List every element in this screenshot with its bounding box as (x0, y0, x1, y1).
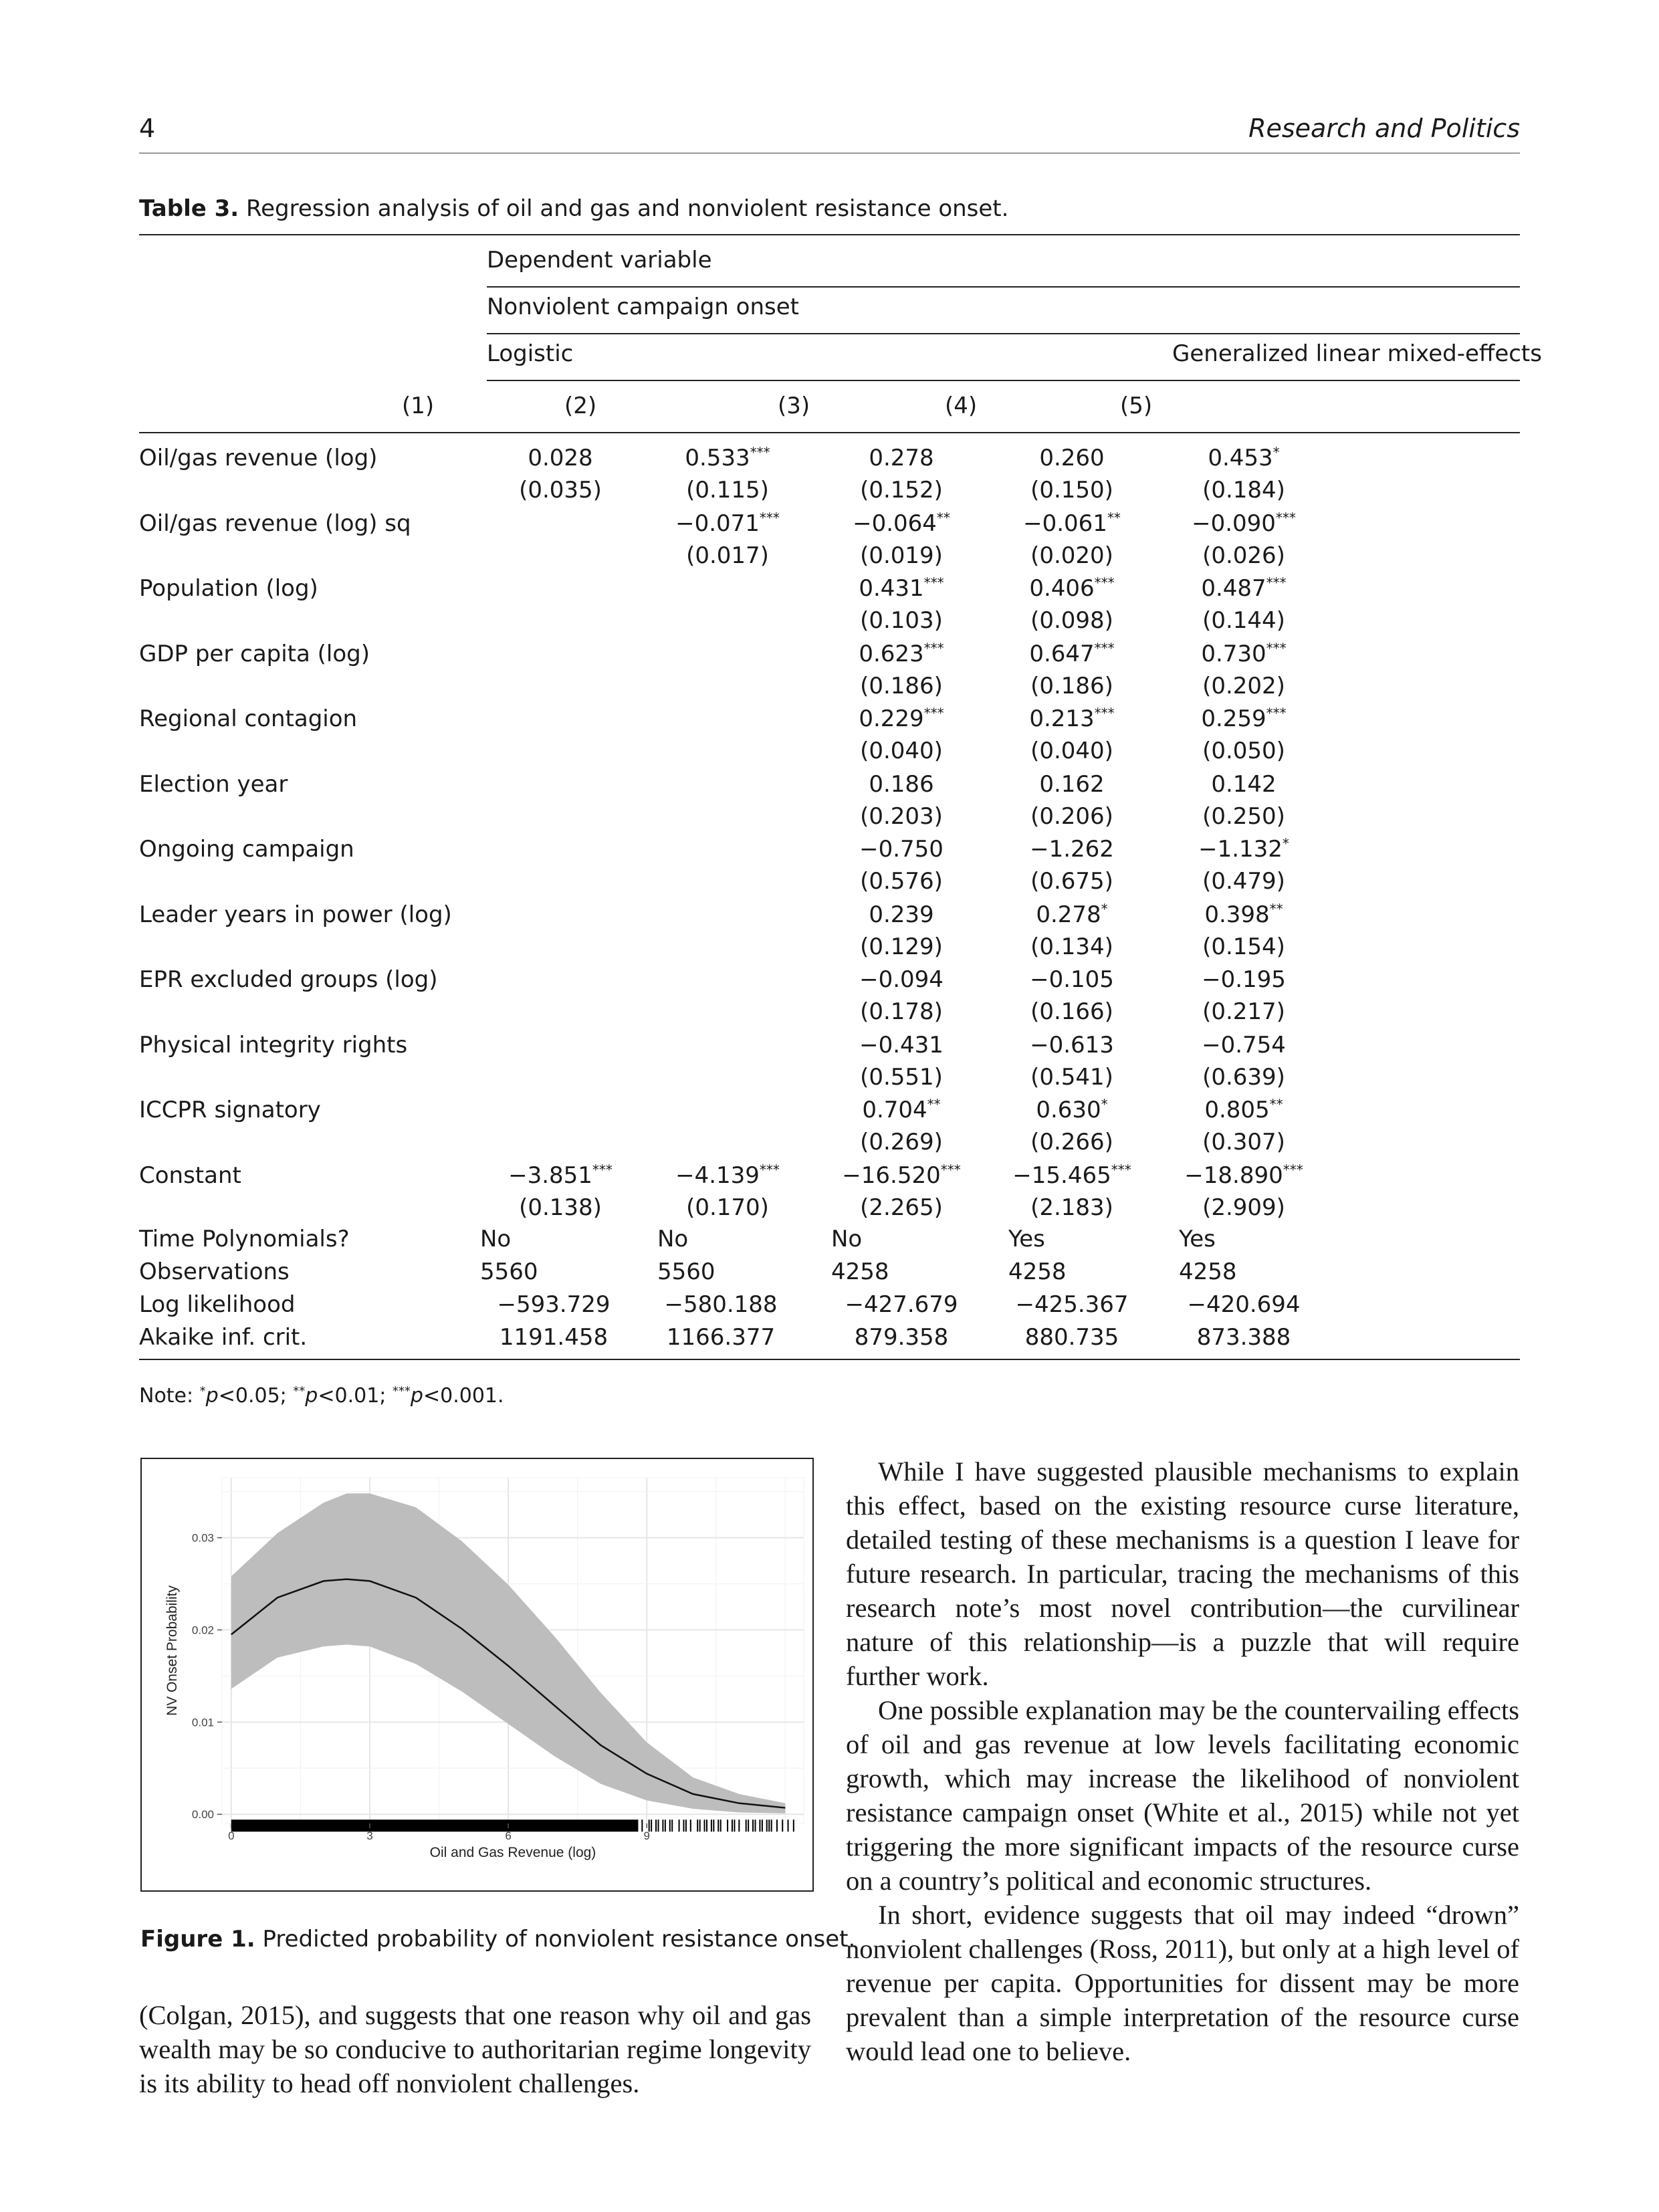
coefficient (814, 1031, 988, 1059)
value: (0.035) (519, 477, 602, 504)
value: (0.138) (519, 1194, 602, 1221)
stat-value (814, 1326, 988, 1349)
table-label: Table 3. (139, 195, 239, 222)
row-label: Ongoing campaign (139, 836, 354, 863)
value: −0.105 (1030, 966, 1114, 993)
significance-stars: *** (940, 1162, 961, 1178)
coefficient (1157, 574, 1331, 602)
y-tick-label: 0.01 (191, 1716, 214, 1729)
significance-stars: *** (923, 574, 944, 591)
y-tick-label: 0.02 (191, 1624, 214, 1637)
coefficient (1157, 968, 1331, 991)
row-label: Leader years in power (log) (139, 901, 452, 928)
value: (0.019) (860, 542, 943, 569)
standard-error (814, 1063, 988, 1091)
value: (0.250) (1202, 802, 1285, 830)
coefficient (1157, 444, 1331, 471)
coefficient (473, 1164, 647, 1187)
value: −1.132 (1198, 836, 1283, 863)
dependent-variable-label: Dependent variable (487, 247, 712, 273)
header-rule (139, 152, 1520, 154)
table-rule (487, 286, 1520, 288)
value: (0.098) (1030, 607, 1113, 634)
stat-value: No (831, 1226, 863, 1252)
stat-value: No (480, 1226, 512, 1252)
value: −0.090 (1192, 510, 1276, 537)
standard-error (985, 1196, 1159, 1219)
coefficient (814, 770, 988, 798)
stat-value: 4258 (831, 1258, 889, 1285)
standard-error (1157, 870, 1331, 893)
value: 0.431 (859, 575, 924, 602)
dependent-variable-name: Nonviolent campaign onset (487, 294, 799, 320)
row-label: GDP per capita (log) (139, 640, 370, 667)
standard-error (641, 479, 814, 502)
standard-error (985, 870, 1159, 893)
coefficient (641, 1164, 814, 1187)
figure-label: Figure 1. (140, 1926, 255, 1953)
column-header: (2) (564, 393, 597, 419)
coefficient (985, 1164, 1159, 1187)
value: −0.754 (1202, 1031, 1286, 1059)
significance-stars: *** (1266, 705, 1287, 722)
row-label: Oil/gas revenue (log) sq (139, 510, 411, 537)
note-text: p<0.05; (205, 1384, 294, 1408)
y-tick-label: 0.03 (191, 1531, 214, 1545)
table-caption (139, 195, 1008, 222)
value: 879.358 (854, 1324, 949, 1351)
stat-label: Akaike inf. crit. (139, 1324, 308, 1351)
stat-value: 4258 (1179, 1258, 1237, 1285)
value: −0.195 (1202, 966, 1286, 993)
standard-error (814, 672, 988, 699)
row-label: Election year (139, 770, 288, 798)
stat-value: 5560 (657, 1258, 715, 1285)
coefficient (814, 838, 988, 861)
value: 0.406 (1029, 575, 1095, 602)
coefficient (985, 903, 1159, 926)
value: (0.103) (860, 607, 943, 634)
note-text: p<0.001. (410, 1384, 504, 1408)
value: 0.278 (869, 445, 934, 471)
stat-value (1157, 1326, 1331, 1349)
value: 0.730 (1201, 640, 1266, 667)
body-paragraph: One possible explanation may be the countervailing effects of oil and gas revenue at low levels facilitating economic growth, which may increase the likelihood of nonviolent resistance campaign onset (White et al., 2015) while not yet triggering the more significant impacts of the resource curse on a country’s political and economic structures. (846, 1695, 1519, 1896)
coefficient (985, 1096, 1159, 1123)
value: 0.487 (1201, 575, 1266, 602)
value: −16.520 (842, 1162, 941, 1189)
standard-error (985, 479, 1159, 502)
coefficient (814, 640, 988, 667)
stat-value (467, 1293, 641, 1316)
value: (0.184) (1202, 477, 1285, 504)
coefficient (641, 512, 814, 535)
table-note (139, 1384, 504, 1408)
standard-error (814, 1000, 988, 1023)
stat-value: No (657, 1226, 689, 1252)
row-label: EPR excluded groups (log) (139, 966, 438, 993)
figure-caption (140, 1926, 855, 1953)
standard-error (985, 672, 1159, 699)
value: (0.551) (860, 1063, 943, 1091)
standard-error (1157, 740, 1331, 762)
stat-value (985, 1326, 1159, 1349)
table-header-rule (139, 432, 1520, 433)
significance-stars: *** (1094, 574, 1115, 591)
stat-value: Yes (1008, 1226, 1045, 1252)
significance-stars: *** (1266, 574, 1287, 591)
standard-error (814, 479, 988, 502)
significance-stars: *** (392, 1384, 411, 1398)
coefficient (814, 968, 988, 991)
significance-stars: * (1273, 444, 1280, 461)
standard-error (473, 1196, 647, 1219)
significance-stars: ** (293, 1384, 306, 1398)
value: −0.750 (859, 836, 944, 863)
value: 0.260 (1039, 445, 1105, 471)
page-number: 4 (139, 114, 156, 143)
significance-stars: *** (1283, 1162, 1303, 1178)
value: (0.144) (1202, 607, 1285, 634)
value: (2.183) (1030, 1194, 1113, 1221)
value: −1.262 (1030, 836, 1114, 863)
value: 1166.377 (666, 1324, 776, 1351)
value: 880.735 (1024, 1324, 1119, 1351)
coefficient (1157, 1031, 1331, 1059)
value: 0.259 (1201, 705, 1266, 732)
rug-marks (231, 1819, 638, 1832)
standard-error (985, 802, 1159, 830)
value: −593.729 (497, 1291, 611, 1318)
value: 0.028 (528, 445, 593, 471)
row-label: Oil/gas revenue (log) (139, 445, 378, 471)
stat-label: Observations (139, 1258, 290, 1285)
stat-value (634, 1326, 808, 1349)
value: 0.162 (1039, 770, 1105, 798)
value: 0.229 (859, 705, 924, 732)
column-header: (1) (402, 393, 435, 419)
standard-error (1157, 802, 1331, 830)
coefficient (985, 640, 1159, 667)
value: (0.040) (1030, 738, 1113, 764)
value: 0.533 (685, 445, 750, 471)
stat-value (634, 1293, 808, 1316)
value: −427.679 (845, 1291, 958, 1318)
value: (0.134) (1030, 933, 1113, 960)
coefficient (1157, 770, 1331, 798)
value: (0.206) (1030, 802, 1113, 830)
standard-error (814, 802, 988, 830)
value: 1191.458 (499, 1324, 609, 1351)
standard-error (1157, 544, 1331, 567)
coefficient (985, 707, 1159, 730)
value: (0.266) (1030, 1129, 1113, 1155)
value: −0.613 (1030, 1031, 1114, 1059)
significance-stars: *** (750, 444, 770, 461)
y-axis-label: NV Onset Probability (164, 1585, 180, 1716)
value: (0.202) (1202, 672, 1285, 699)
coefficient (814, 1096, 988, 1123)
significance-stars: *** (923, 640, 944, 657)
standard-error (641, 544, 814, 567)
value: (0.166) (1030, 998, 1113, 1025)
coefficient (814, 574, 988, 602)
standard-error (1157, 672, 1331, 699)
x-axis-label: Oil and Gas Revenue (log) (429, 1845, 596, 1860)
body-paragraph: (Colgan, 2015), and suggests that one reason why oil and gas wealth may be so conducive to authoritarian regime longevity is its ability to head off nonviolent challenges. (139, 2000, 811, 2098)
standard-error (1157, 1000, 1331, 1023)
table-rule (1172, 380, 1520, 381)
significance-stars: ** (936, 510, 950, 526)
stat-value: Yes (1179, 1226, 1216, 1252)
value: 0.278 (1036, 901, 1101, 928)
predicted-probability-chart (142, 1459, 812, 1890)
standard-error (1157, 1196, 1331, 1219)
value: (0.170) (686, 1194, 769, 1221)
table-top-rule (139, 234, 1520, 235)
standard-error (1157, 935, 1331, 958)
table-caption-text: Regression analysis of oil and gas and nonviolent resistance onset. (246, 195, 1009, 222)
coefficient (1157, 903, 1331, 926)
value: (0.129) (860, 933, 943, 960)
standard-error (985, 1131, 1159, 1153)
standard-error (641, 1196, 814, 1219)
column-header: (5) (1120, 393, 1153, 419)
row-label: Population (log) (139, 575, 318, 602)
value: 0.647 (1029, 640, 1095, 667)
right-column-text (846, 1454, 1519, 2068)
value: 0.398 (1204, 901, 1270, 928)
table-rule (487, 333, 1520, 334)
standard-error (985, 544, 1159, 567)
stat-value: 5560 (480, 1258, 538, 1285)
standard-error (814, 544, 988, 567)
model-glmm-label: Generalized linear mixed-effects (1172, 340, 1542, 367)
y-tick-label: 0.00 (191, 1808, 214, 1821)
value: (2.265) (860, 1194, 943, 1221)
value: −0.431 (859, 1031, 944, 1059)
value: (0.576) (860, 868, 943, 895)
table-bottom-rule (139, 1359, 1520, 1360)
model-logistic-label: Logistic (487, 340, 574, 367)
standard-error (814, 870, 988, 893)
value: 873.388 (1196, 1324, 1291, 1351)
coefficient (641, 444, 814, 471)
x-tick-label: 3 (366, 1830, 373, 1842)
value: (0.186) (860, 672, 943, 699)
standard-error (1157, 479, 1331, 502)
row-label: Regional contagion (139, 705, 358, 732)
coefficient (985, 838, 1159, 861)
coefficient (1157, 1164, 1331, 1187)
value: 0.704 (862, 1097, 927, 1123)
stat-value (1157, 1293, 1331, 1316)
value: −0.064 (853, 510, 937, 537)
body-paragraph: While I have suggested plausible mechanisms to explain this effect, based on the existing resource curse literature, detailed testing of these mechanisms is a question I leave for future research. In particular, tracing the mechanisms of this research note’s most novel contribution—the curvilinear nature of this relationship—is a puzzle that will require further work. (846, 1456, 1519, 1691)
coefficient (1157, 707, 1331, 730)
column-header: (4) (945, 393, 978, 419)
column-header: (3) (778, 393, 810, 419)
coefficient (1157, 1096, 1331, 1123)
value: (0.040) (860, 738, 943, 764)
coefficient (814, 512, 988, 535)
standard-error (814, 1131, 988, 1153)
coefficient (985, 447, 1159, 469)
value: 0.142 (1211, 770, 1277, 798)
value: −15.465 (1012, 1162, 1111, 1189)
significance-stars: *** (759, 510, 780, 526)
value: (0.154) (1202, 933, 1285, 960)
stat-value (985, 1293, 1159, 1316)
coefficient (985, 770, 1159, 798)
stat-label: Log likelihood (139, 1291, 296, 1318)
standard-error (814, 609, 988, 632)
note-prefix: Note: (139, 1384, 200, 1408)
stat-value (814, 1293, 988, 1316)
value: −0.061 (1023, 510, 1107, 537)
stat-value (467, 1326, 641, 1349)
standard-error (985, 1063, 1159, 1091)
value: −18.890 (1184, 1162, 1283, 1189)
significance-stars: ** (1107, 510, 1121, 526)
significance-stars: *** (592, 1162, 613, 1178)
value: (0.152) (860, 477, 943, 504)
standard-error (1157, 609, 1331, 632)
row-label: Physical integrity rights (139, 1031, 408, 1059)
standard-error (985, 935, 1159, 958)
value: −0.094 (859, 966, 944, 993)
significance-stars: * (1101, 901, 1108, 917)
significance-stars: *** (1094, 640, 1115, 657)
value: (0.020) (1030, 542, 1113, 569)
significance-stars: *** (1111, 1162, 1131, 1178)
coefficient (985, 1031, 1159, 1059)
coefficient (985, 574, 1159, 602)
value: (0.050) (1202, 738, 1285, 764)
coefficient (1157, 512, 1331, 535)
significance-stars: ** (1269, 901, 1283, 917)
standard-error (814, 740, 988, 762)
value: (0.541) (1030, 1063, 1113, 1091)
value: 0.805 (1204, 1097, 1270, 1123)
value: (0.269) (860, 1129, 943, 1155)
value: (0.017) (686, 542, 769, 569)
value: (0.307) (1202, 1129, 1285, 1155)
value: −420.694 (1187, 1291, 1301, 1318)
significance-stars: *** (1094, 705, 1115, 722)
coefficient (473, 447, 647, 469)
value: (0.115) (686, 477, 769, 504)
significance-stars: *** (1275, 510, 1296, 526)
coefficient (814, 903, 988, 926)
significance-stars: * (199, 1384, 206, 1398)
coefficient (1157, 640, 1331, 667)
value: 0.453 (1208, 445, 1273, 471)
stat-label: Time Polynomials? (139, 1226, 350, 1252)
row-label: ICCPR signatory (139, 1097, 321, 1123)
value: 0.623 (859, 640, 924, 667)
stat-value: 4258 (1008, 1258, 1067, 1285)
value: 0.239 (869, 901, 934, 928)
left-column-text (139, 1998, 811, 2100)
value: 0.213 (1029, 705, 1095, 732)
figure-1 (140, 1458, 814, 1892)
value: −580.188 (664, 1291, 778, 1318)
standard-error (985, 609, 1159, 632)
value: (0.150) (1030, 477, 1113, 504)
coefficient (814, 707, 988, 730)
standard-error (1157, 1131, 1331, 1153)
figure-caption-text: Predicted probability of nonviolent resistance onset. (262, 1926, 856, 1953)
significance-stars: *** (1266, 640, 1287, 657)
x-tick-label: 9 (643, 1830, 650, 1842)
standard-error (814, 935, 988, 958)
running-head: Research and Politics (1248, 114, 1520, 143)
value: (0.217) (1202, 998, 1285, 1025)
coefficient (814, 1164, 988, 1187)
coefficient (985, 512, 1159, 535)
value: (0.026) (1202, 542, 1285, 569)
value: 0.186 (869, 770, 934, 798)
significance-stars: *** (759, 1162, 780, 1178)
standard-error (473, 479, 647, 502)
value: −3.851 (508, 1162, 592, 1189)
standard-error (985, 1000, 1159, 1023)
significance-stars: *** (923, 705, 944, 722)
note-text: p<0.01; (305, 1384, 393, 1408)
significance-stars: * (1101, 1096, 1108, 1113)
value: (0.675) (1030, 868, 1113, 895)
value: 0.630 (1036, 1097, 1101, 1123)
value: −0.071 (675, 510, 760, 537)
standard-error (1157, 1063, 1331, 1091)
value: (0.203) (860, 802, 943, 830)
significance-stars: ** (1269, 1096, 1283, 1113)
coefficient (985, 968, 1159, 991)
value: −425.367 (1015, 1291, 1129, 1318)
value: (0.178) (860, 998, 943, 1025)
row-label: Constant (139, 1162, 241, 1189)
value: (0.479) (1202, 868, 1285, 895)
coefficient (1157, 835, 1331, 863)
x-tick-label: 0 (228, 1830, 235, 1842)
standard-error (814, 1196, 988, 1219)
standard-error (985, 740, 1159, 762)
value: (0.186) (1030, 672, 1113, 699)
x-tick-label: 6 (505, 1830, 512, 1842)
value: −4.139 (675, 1162, 760, 1189)
value: (0.639) (1202, 1063, 1285, 1091)
body-paragraph: In short, evidence suggests that oil may indeed “drown” nonviolent challenges (Ross, 2011), but only at a high level of revenue per capita. Opportunities for dissent may be more prevalent than a simple interpretation of the resource curse would lead one to believe. (846, 1900, 1519, 2066)
significance-stars: ** (927, 1096, 941, 1113)
significance-stars: * (1282, 835, 1289, 852)
coefficient (814, 447, 988, 469)
value: (2.909) (1202, 1194, 1285, 1221)
table-rule (487, 380, 1256, 381)
